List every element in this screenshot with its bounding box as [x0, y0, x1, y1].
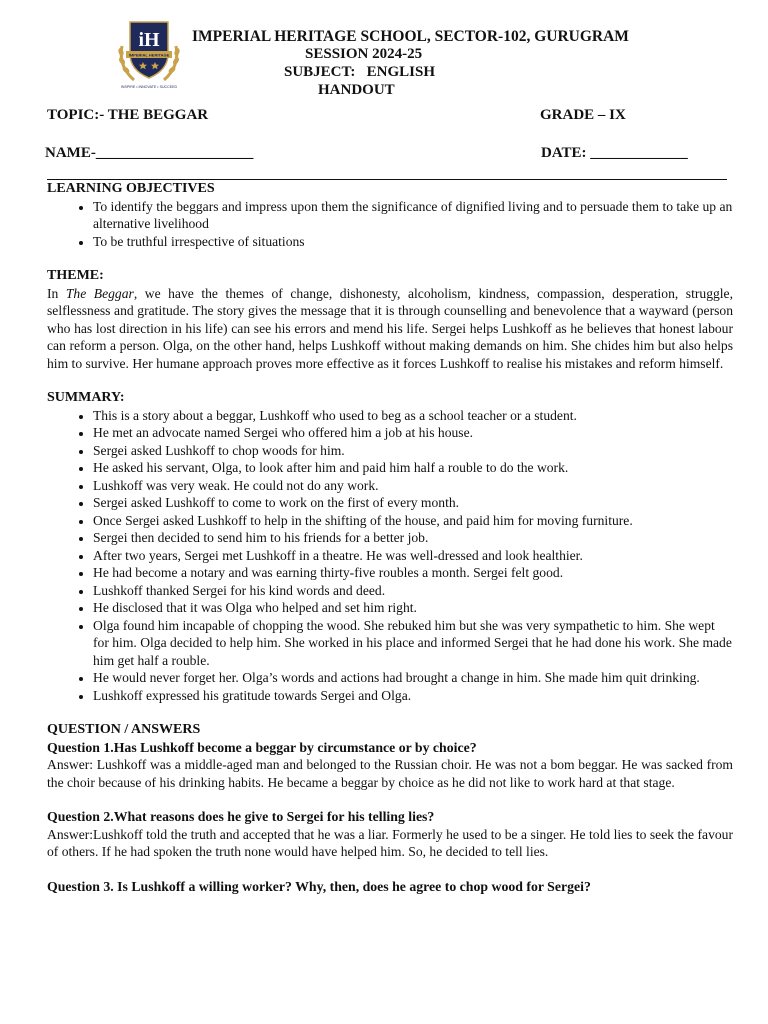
objectives-heading: LEARNING OBJECTIVES [47, 181, 215, 196]
theme-paragraph [47, 285, 733, 373]
list-item: • He had become a notary and was earning thirty-five roubles a month. Sergei felt good. [93, 564, 733, 582]
list-item: • He asked his servant, Olga, to look after him and paid him half a rouble to do the work. [93, 459, 733, 477]
question-3: Question 3. Is Lushkoff a willing worker? Why, then, does he agree to chop wood for Sergei? [47, 878, 591, 894]
question-2: Question 2.What reasons does he give to Sergei for his telling lies? [47, 809, 435, 824]
list-item: • Once Sergei asked Lushkoff to help in the shifting of the house, and paid him for moving furniture. [93, 512, 733, 530]
question-1: Question 1.Has Lushkoff become a beggar by circumstance or by choice? [47, 739, 477, 755]
summary-list [47, 407, 733, 705]
list-item: • Olga found him incapable of chopping the wood. She rebuked him but she was very sympathetic to him. She wept for him. Olga decided to help him. She worked in his place and informed Sergei that he had done his work. She made him get half a rouble. [93, 617, 733, 670]
list-item: • After two years, Sergei met Lushkoff in a theatre. He was well-dressed and look healthier. [93, 547, 733, 565]
handout-title: HANDOUT [318, 82, 395, 98]
list-item: • To be truthful irrespective of situations [93, 233, 733, 251]
list-item: • Lushkoff expressed his gratitude towards Sergei and Olga. [93, 687, 733, 705]
list-item: • This is a story about a beggar, Lushkoff who used to beg as a school teacher or a student. [93, 407, 733, 425]
answer-2: Answer:Lushkoff told the truth and accepted that he was a liar. Formerly he used to be a singer. He told lies to seek the favour of others. If he had spoken the truth none would have helped him. So, he decided to tell lies. [47, 826, 733, 859]
answer-1: Answer: Lushkoff was a middle-aged man and belonged to the Russian choir. He was not a bom beggar. He was sacked from the choir because of his drinking habits. He became a beggar by choice as he did not like to work hard at that stage. [47, 757, 733, 790]
logo-band: IMPERIAL HERITAGE [128, 52, 170, 58]
date-field[interactable]: DATE: _____________ [541, 145, 688, 161]
topic: TOPIC:- THE BEGGAR [47, 107, 209, 123]
list-item: • Lushkoff thanked Sergei for his kind words and deed. [93, 582, 733, 600]
list-item: • Lushkoff was very weak. He could not do any work. [93, 477, 733, 495]
school-logo [112, 16, 186, 90]
subject: SUBJECT: ENGLISH [284, 64, 436, 80]
list-item: • To identify the beggars and impress upon them the significance of dignified living and to persuade them to take up an alternative livelihood [93, 198, 733, 233]
theme-heading: THEME: [47, 268, 104, 283]
logo-motto: INSPIRE • INNOVATE • SUCCEED [120, 85, 178, 89]
objectives-list [47, 198, 733, 251]
story-title: The Beggar [65, 285, 134, 301]
theme-lead: In [47, 285, 66, 301]
grade: GRADE – IX [540, 107, 626, 123]
list-item: • Sergei asked Lushkoff to chop woods for him. [93, 442, 733, 460]
qa-heading: QUESTION / ANSWERS [47, 722, 201, 737]
list-item: • He would never forget her. Olga’s words and actions had brought a change in him. She made him quit drinking. [93, 669, 733, 687]
session: SESSION 2024-25 [305, 46, 423, 62]
theme-text: , we have the themes of change, dishonesty, alcoholism, kindness, compassion, desperation, struggle, selflessness and gratitude. The story gives the message that it is through counselling and benevolence that a wayward (person who has lost direction in his life) can see his errors and mend his life. Sergei helps Lushkoff as he believes that honest labour can reform a person. Olga, on the other hand, helps Lushkoff without making demands on him. She chides him but also helps him to survive. Her humane approach proves more effective as it forces Lushkoff to realise his mistakes and reform himself. [47, 285, 733, 371]
name-field[interactable]: NAME-_____________________ [45, 145, 254, 161]
summary-heading: SUMMARY: [47, 390, 125, 405]
list-item: • He met an advocate named Sergei who offered him a job at his house. [93, 424, 733, 442]
list-item: • He disclosed that it was Olga who helped and set him right. [93, 599, 733, 617]
list-item: • Sergei asked Lushkoff to come to work on the first of every month. [93, 494, 733, 512]
handout-body [47, 180, 733, 895]
list-item: • Sergei then decided to send him to his friends for a better job. [93, 529, 733, 547]
school-name: IMPERIAL HERITAGE SCHOOL, SECTOR-102, GURUGRAM [192, 28, 629, 45]
logo-initials: iH [138, 29, 160, 51]
